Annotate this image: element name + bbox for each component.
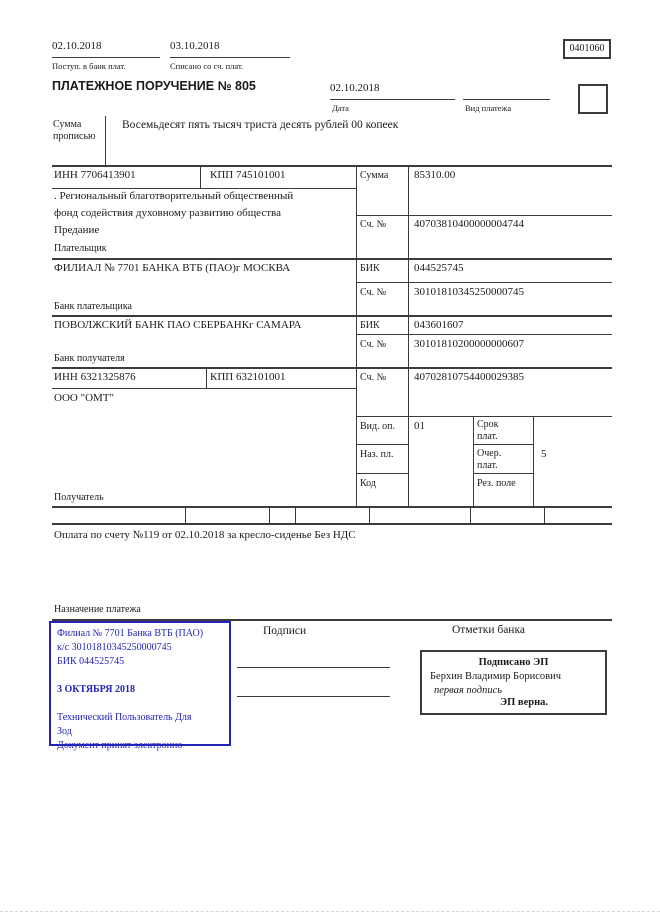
op-reserve-label: Рез. поле (477, 478, 516, 489)
payment-type-box (578, 84, 608, 114)
e-signature-stamp-box (420, 650, 607, 715)
debited-label: Списано со сч. плат. (170, 61, 244, 71)
payee-bank-account: 30101810200000000607 (414, 338, 524, 350)
signature-line (237, 696, 390, 697)
form-code: 0401060 (569, 43, 605, 54)
op-priority-value: 5 (541, 448, 547, 460)
form-code-box (563, 39, 611, 59)
e-signature-name: Берхин Владимир Борисович (430, 671, 561, 682)
payer-bank-bik-label: БИК (360, 263, 380, 274)
received-label: Поступ. в банк плат. (52, 61, 126, 71)
payee-bank-bik: 043601607 (414, 319, 464, 331)
e-signature-verdict: ЭП верна. (500, 697, 549, 708)
divider-line (52, 367, 612, 369)
divider-line (52, 315, 612, 317)
divider-line (470, 506, 471, 523)
payee-name: ООО "ОМТ" (54, 392, 115, 404)
payer-name-line3: Предание (54, 224, 100, 236)
payee-bank-bik-label: БИК (360, 320, 380, 331)
op-type-label: Вид. оп. (360, 421, 395, 432)
payer-bank-section-label: Банк плательщика (54, 301, 132, 312)
payer-account: 40703810400000004744 (414, 218, 524, 230)
divider-line (356, 416, 612, 417)
payer-account-label: Сч. № (360, 219, 387, 230)
payer-name-line1: . Региональный благотворительный общественный (54, 190, 294, 202)
bank-stamp-user-line1: Технический Пользователь Для (57, 712, 192, 723)
divider-line (52, 506, 612, 508)
divider-line (533, 416, 534, 506)
payee-inn: ИНН 6321325876 (54, 371, 136, 383)
received-date: 02.10.2018 (52, 40, 102, 52)
divider-line (544, 506, 545, 523)
payee-bank-name: ПОВОЛЖСКИЙ БАНК ПАО СБЕРБАНКг САМАРА (54, 319, 302, 331)
op-priority-label: Очер. плат. (477, 448, 502, 471)
payer-kpp: КПП 745101001 (210, 169, 286, 181)
signature-line (237, 667, 390, 668)
amount-value: 85310.00 (414, 169, 456, 181)
debited-date: 03.10.2018 (170, 40, 220, 52)
divider-line (200, 165, 201, 188)
e-signature-title: Подписано ЭП (478, 657, 549, 668)
divider-line (356, 334, 612, 335)
divider-line (185, 506, 186, 523)
doc-title: ПЛАТЕЖНОЕ ПОРУЧЕНИЕ № 805 (52, 79, 256, 93)
bank-stamp-line3: БИК 044525745 (57, 656, 125, 667)
divider-line (463, 99, 550, 100)
divider-line (356, 444, 408, 445)
divider-line (330, 99, 455, 100)
bank-marks-label: Отметки банка (452, 624, 525, 636)
op-purpose-code-label: Наз. пл. (360, 449, 394, 460)
payment-purpose-label: Назначение платежа (54, 604, 141, 615)
payee-kpp: КПП 632101001 (210, 371, 286, 383)
e-signature-subtitle: первая подпись (434, 685, 503, 696)
divider-line (473, 473, 533, 474)
divider-line (170, 57, 290, 58)
divider-line (473, 416, 474, 506)
divider-line (356, 215, 612, 216)
payer-section-label: Плательщик (54, 243, 107, 254)
divider-line (269, 506, 270, 523)
divider-line (52, 388, 356, 389)
payee-section-label: Получатель (54, 492, 104, 503)
divider-line (473, 444, 533, 445)
bank-stamp-line2: к/с 30101810345250000745 (57, 642, 172, 653)
divider-line (356, 165, 357, 506)
bank-stamp-line1: Филиал № 7701 Банка ВТБ (ПАО) (57, 628, 204, 639)
payer-bank-bik: 044525745 (414, 262, 464, 274)
payer-name-line2: фонд содействия духовному развитию общества (54, 207, 281, 219)
divider-line (52, 165, 612, 167)
amount-words-label: Сумма прописью (53, 119, 96, 142)
op-type-value: 01 (414, 420, 425, 432)
divider-line (206, 367, 207, 388)
bank-stamp-box (49, 621, 231, 751)
payee-bank-section-label: Банк получателя (54, 353, 125, 364)
payer-bank-name: ФИЛИАЛ № 7701 БАНКА ВТБ (ПАО)г МОСКВА (54, 262, 291, 274)
op-term-label: Срок плат. (477, 419, 499, 442)
divider-line (52, 188, 356, 189)
divider-line (356, 282, 612, 283)
amount-label: Сумма (360, 170, 389, 181)
bank-stamp-date: 3 ОКТЯБРЯ 2018 (57, 684, 135, 695)
doc-date: 02.10.2018 (330, 82, 380, 94)
divider-line (369, 506, 370, 523)
payee-bank-account-label: Сч. № (360, 339, 387, 350)
op-code-label: Код (360, 478, 376, 489)
payer-bank-account: 30101810345250000745 (414, 286, 524, 298)
bank-stamp-user-line2: Зод (57, 726, 72, 737)
payment-purpose-text: Оплата по счету №119 от 02.10.2018 за кресло-сиденье Без НДС (54, 529, 356, 541)
divider-line (295, 506, 296, 523)
divider-line (408, 165, 409, 506)
divider-line (52, 57, 160, 58)
divider-line (356, 473, 408, 474)
payer-bank-account-label: Сч. № (360, 287, 387, 298)
bank-stamp-user-line3: Документ принят электронно (57, 740, 183, 751)
payment-type-label: Вид платежа (465, 103, 512, 113)
signatures-label: Подписи (263, 625, 307, 637)
amount-in-words: Восемьдесят пять тысяч триста десять рублей 00 копеек (122, 119, 399, 131)
payer-inn: ИНН 7706413901 (54, 169, 136, 181)
divider-line (105, 116, 106, 165)
payee-account-label: Сч. № (360, 372, 387, 383)
date-label: Дата (332, 103, 349, 113)
payee-account: 40702810754400029385 (414, 371, 524, 383)
cut-line (0, 911, 660, 912)
divider-line (52, 258, 612, 260)
divider-line (52, 523, 612, 525)
